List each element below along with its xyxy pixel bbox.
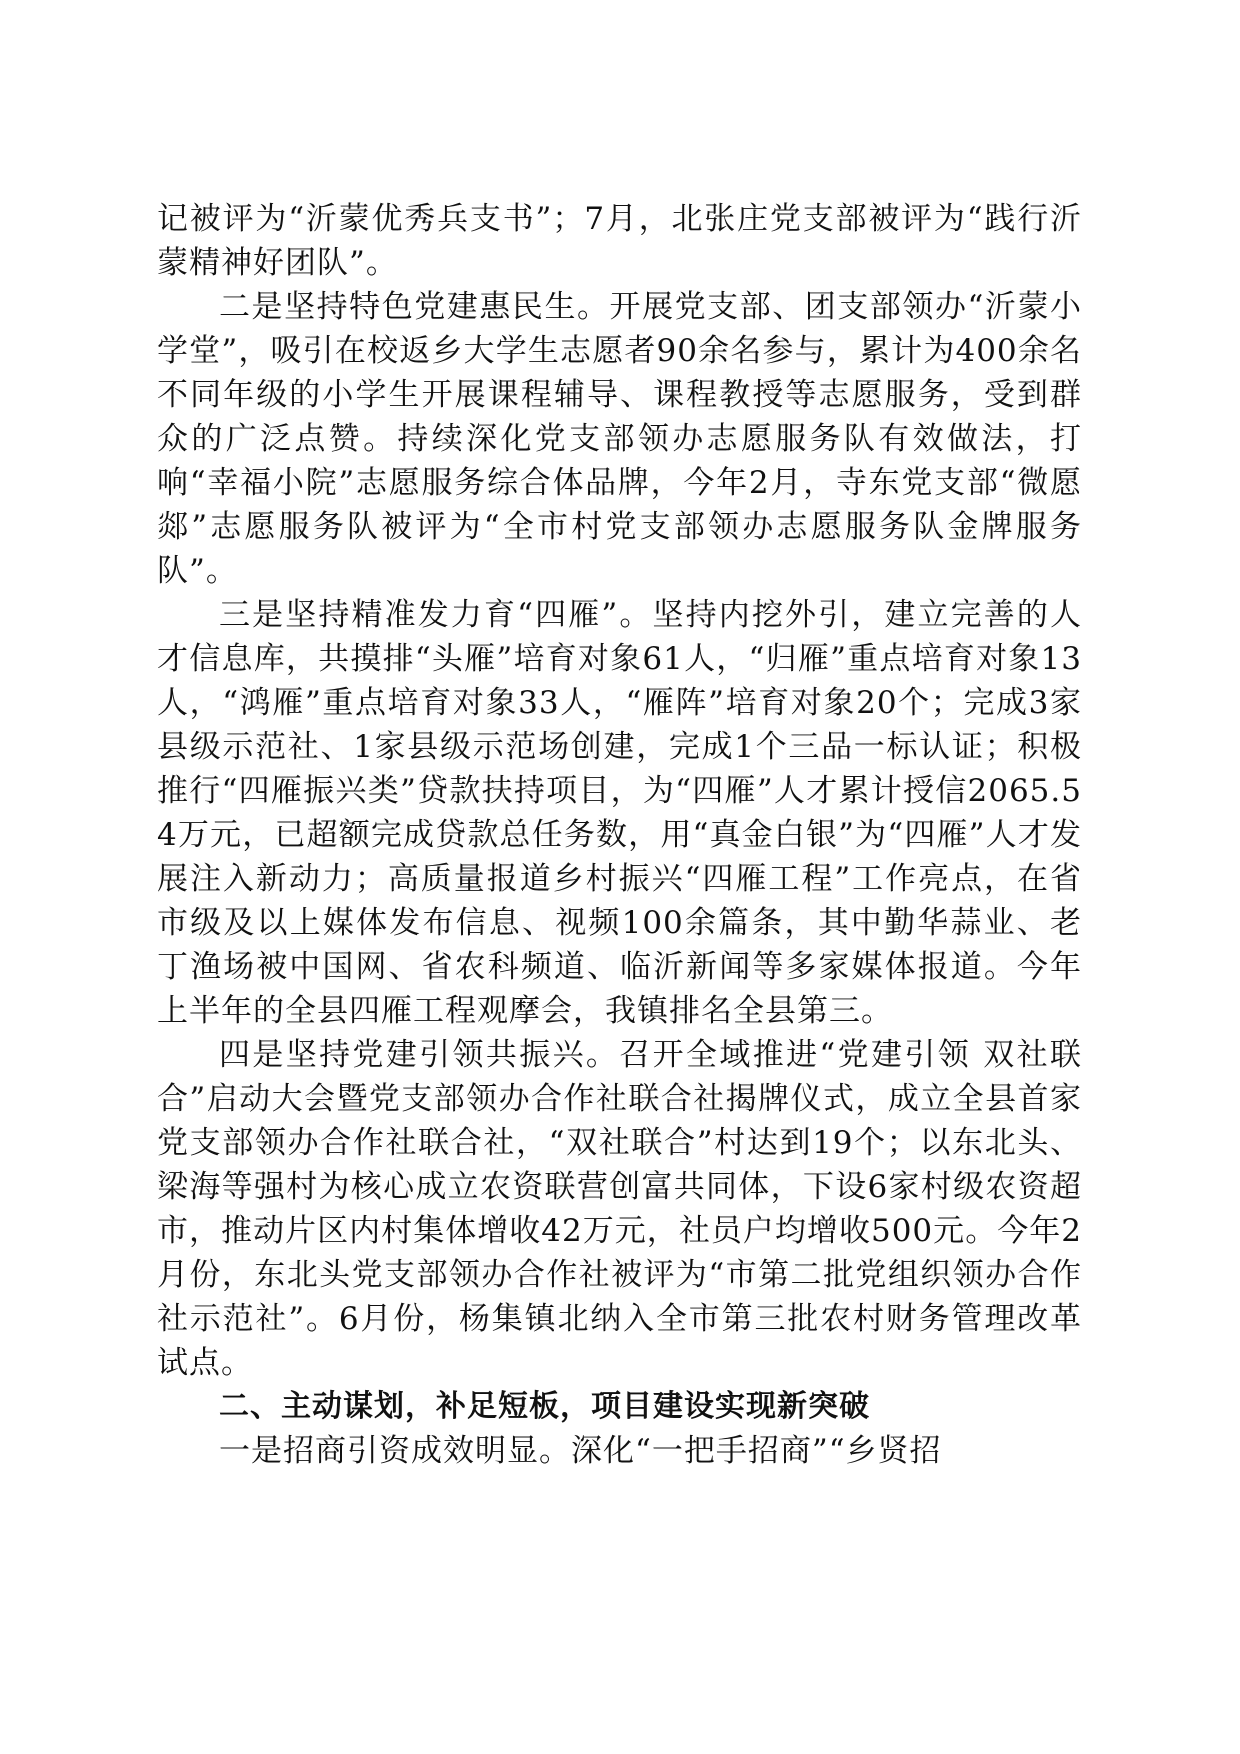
paragraph-party-building-livelihood: 二是坚持特色党建惠民生。开展党支部、团支部领办“沂蒙小学堂”，吸引在校返乡大学生志愿者90余名参与，累计为400余名不同年级的小学生开展课程辅导、课程教授等志愿服务，受到群众的广泛点赞。持续深化党支部领办志愿服务队有效做法，打响“幸福小院”志愿服务综合体品牌，今年2月，寺东党支部“微愿郯”志愿服务队被评为“全市村党支部领办志愿服务队金牌服务队”。 xyxy=(157,289,1082,589)
paragraph-joint-revitalization: 四是坚持党建引领共振兴。召开全域推进“党建引领 双社联合”启动大会暨党支部领办合作社联合社揭牌仪式，成立全县首家党支部领办合作社联合社，“双社联合”村达到19个；以东北头、梁海等强村为核心成立农资联营创富共同体，下设6家村级农资超市，推动片区内村集体增收42万元，社员户均增收500元。今年2月份，东北头党支部领办合作社被评为“市第二批党组织领办合作社示范社”。6月份，杨集镇北纳入全市第三批农村财务管理改革试点。 xyxy=(157,1037,1082,1381)
paragraph-four-geese-talent: 三是坚持精准发力育“四雁”。坚持内挖外引，建立完善的人才信息库，共摸排“头雁”培育对象61人，“归雁”重点培育对象13人，“鸿雁”重点培育对象33人，“雁阵”培育对象20个；完成3家县级示范社、1家县级示范场创建，完成1个三品一标认证；积极推行“四雁振兴类”贷款扶持项目，为“四雁”人才累计授信2065.54万元，已超额完成贷款总任务数，用“真金白银”为“四雁”人才发展注入新动力；高质量报道乡村振兴“四雁工程”工作亮点，在省市级及以上媒体发布信息、视频100余篇条，其中勤华蒜业、老丁渔场被中国网、省农科频道、临沂新闻等多家媒体报道。今年上半年的全县四雁工程观摩会，我镇排名全县第三。 xyxy=(157,597,1082,1029)
document-page xyxy=(157,197,1082,1473)
section-heading-project-construction: 二、主动谋划，补足短板，项目建设实现新突破 xyxy=(219,1389,870,1424)
paragraph-honors-continuation: 记被评为“沂蒙优秀兵支书”；7月，北张庄党支部被评为“践行沂蒙精神好团队”。 xyxy=(157,201,1082,281)
paragraph-investment-attraction: 一是招商引资成效明显。深化“一把手招商”“乡贤招 xyxy=(219,1433,942,1469)
